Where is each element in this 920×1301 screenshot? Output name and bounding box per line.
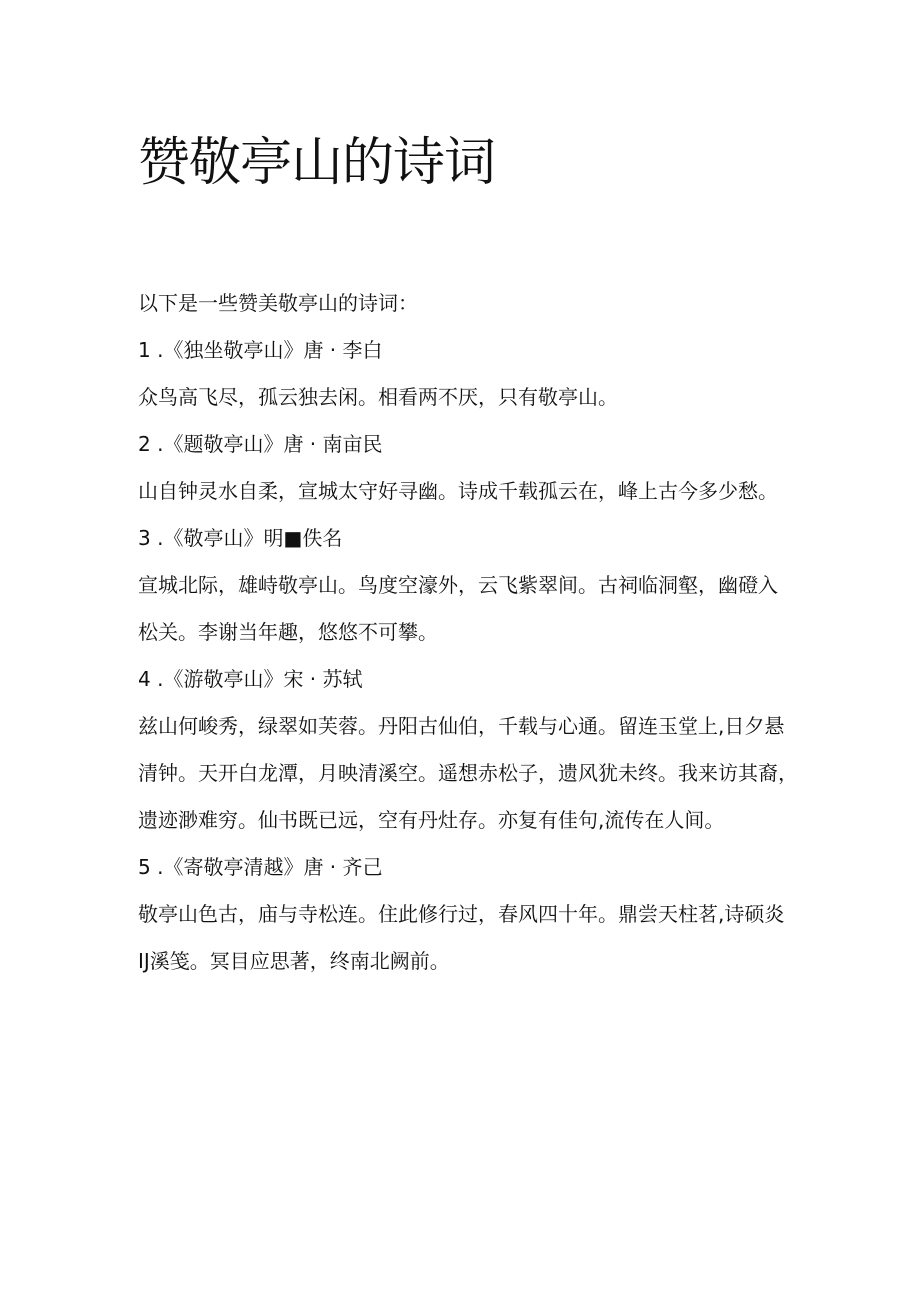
poem-body (138, 891, 798, 985)
poem-body (138, 468, 798, 515)
poem-line: 宣城北际，雄峙敬亭山。鸟度空濠外，云飞紫翠间。古祠临洞壑，幽磴入 (138, 573, 778, 597)
poem-line: IJ溪笺。冥目应思著，终南北阙前。 (138, 949, 450, 973)
poem-body (138, 703, 798, 844)
poem-line: 山自钟灵水自柔，宣城太守好寻幽。诗成千载孤云在，峰上古今多少愁。 (138, 479, 778, 503)
poem-line: 众鸟高飞尽，孤云独去闲。相看两不厌，只有敬亭山。 (138, 385, 618, 409)
poem-heading: 3 .《敬亭山》明■佚名 (138, 526, 343, 550)
poem-body (138, 562, 798, 656)
poem-heading: 4 .《游敬亭山》宋 · 苏轼 (138, 667, 363, 691)
poem-body (138, 374, 798, 421)
poem-heading: 2 .《题敬亭山》唐 · 南亩民 (138, 432, 383, 456)
poem-heading: 5 .《寄敬亭清越》唐 · 齐己 (138, 855, 383, 879)
poem-line: 松关。李谢当年趣，悠悠不可攀。 (138, 620, 438, 644)
page-title: 赞敬亭山的诗词 (138, 133, 496, 193)
intro-text: 以下是一些赞美敬亭山的诗词： (138, 291, 418, 315)
poem-heading: 1 .《独坐敬亭山》唐 · 李白 (138, 338, 383, 362)
poem-line: 清钟。天开白龙潭，月映清溪空。遥想赤松子，遗风犹未终。我来访其裔， (138, 761, 798, 785)
poem-line: 敬亭山色古，庙与寺松连。住此修行过，春风四十年。鼎尝天柱茗,诗硕炎 (138, 902, 785, 926)
poem-line: 遗迹渺难穷。仙书既已远，空有丹灶存。亦复有佳句,流传在人间。 (138, 808, 725, 832)
document-content (138, 280, 798, 985)
poem-line: 兹山何峻秀，绿翠如芙蓉。丹阳古仙伯，千载与心通。留连玉堂上,日夕悬 (138, 714, 785, 738)
